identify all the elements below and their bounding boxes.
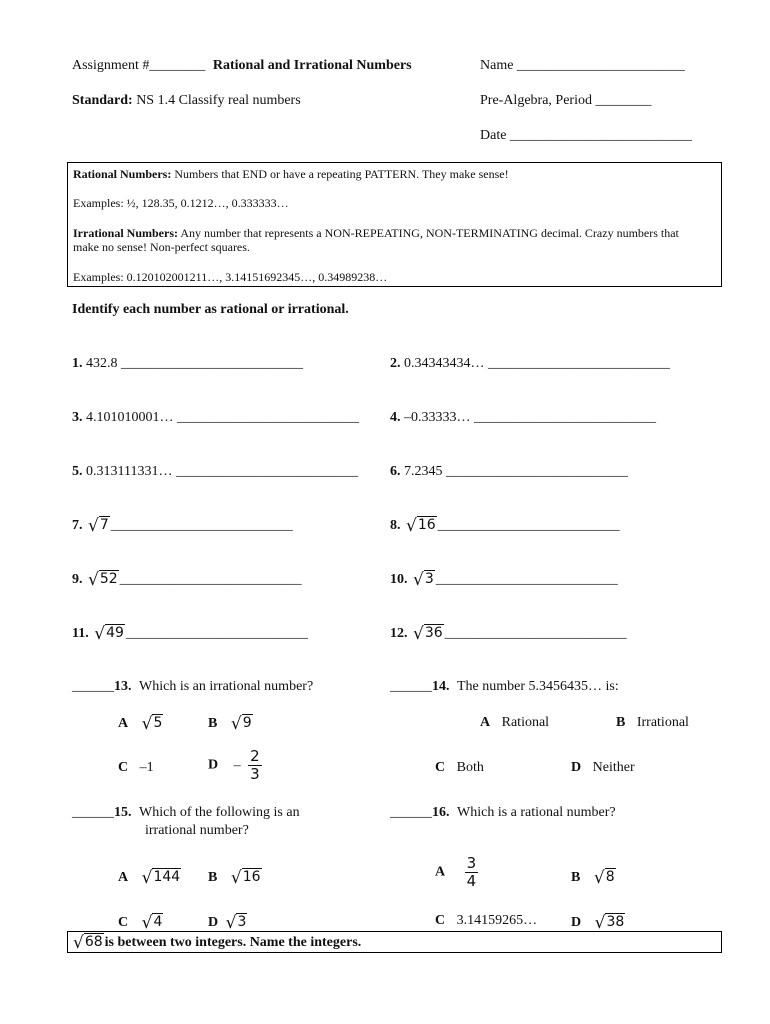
fraction: $\frac{3}{4}$: [466, 854, 477, 890]
q16-choice-c: C 3.14159265…: [435, 913, 538, 928]
square-root: √144: [141, 868, 181, 888]
worksheet-title: Rational and Irrational Numbers: [212, 58, 412, 73]
instructions: Identify each number as rational or irrational.: [72, 302, 349, 317]
square-root: √4: [141, 913, 163, 933]
square-root: √5: [141, 714, 163, 734]
square-root: √36: [413, 624, 443, 644]
question-15-continued: irrational number?: [145, 823, 249, 838]
answer-blank: __________________________: [121, 356, 303, 371]
answer-blank: __________________________: [177, 410, 359, 425]
square-root: √49: [94, 624, 124, 644]
problem-8: 8. √16 __________________________: [390, 516, 620, 536]
answer-blank: ______: [72, 805, 114, 820]
answer-blank: __________________________: [175, 464, 358, 479]
problem-5: 5. 0.313111331… __________________________: [72, 464, 358, 479]
problem-6: 6. 7.2345 __________________________: [390, 464, 628, 479]
q13-choice-a: A √5: [118, 714, 163, 734]
square-root: √16: [406, 516, 436, 536]
q16-choice-a: A $\frac{3}{4}$: [435, 854, 477, 890]
answer-blank: ______: [72, 679, 114, 694]
square-root: √9: [230, 714, 252, 734]
square-root: √3: [413, 570, 434, 590]
square-root: √68: [73, 933, 103, 953]
q14-choice-d: D Neither: [571, 760, 635, 775]
answer-blank: __________________________: [474, 410, 656, 425]
rational-examples: Examples: ½, 128.35, 0.1212…, 0.333333…: [73, 196, 289, 210]
irrational-text: Any number that represents a NON-REPEATING, NON-TERMINATING decimal. Crazy numbers that: [180, 226, 679, 240]
answer-blank: __________________________: [119, 572, 302, 587]
q13-choice-b: B √9: [208, 714, 252, 734]
fraction: $\frac{2}{3}$: [250, 747, 260, 783]
definitions-box: [67, 162, 722, 287]
square-root: √7: [88, 516, 109, 536]
problem-7: 7. √7 __________________________: [72, 516, 293, 536]
answer-blank: __________________________: [488, 356, 670, 371]
q16-choice-d: D √38: [571, 913, 625, 933]
irrational-text-continued: make no sense! Non-perfect squares.: [73, 240, 250, 254]
problem-2: 2. 0.34343434… __________________________: [390, 356, 670, 371]
irrational-examples: Examples: 0.120102001211…, 3.14151692345…, 0.34989238…: [73, 270, 388, 284]
name-field: Name ________________________: [480, 58, 685, 73]
answer-blank: __________________________: [437, 518, 620, 533]
q13-choice-c: C –1: [118, 760, 154, 775]
standard-label: Standard:: [72, 93, 133, 108]
irrational-label: Irrational Numbers:: [73, 226, 178, 240]
problem-4: 4. –0.33333… __________________________: [390, 410, 656, 425]
standard-text: NS 1.4 Classify real numbers: [136, 93, 301, 108]
period-field: Pre-Algebra, Period ________: [480, 93, 652, 108]
square-root: √8: [593, 868, 615, 888]
rational-text: Numbers that END or have a repeating PATTERN. They make sense!: [174, 167, 509, 181]
rational-definition: [73, 167, 509, 182]
square-root: √16: [230, 868, 261, 888]
problem-1: 1. 432.8 __________________________: [72, 356, 303, 371]
problem-3: 3. 4.101010001… __________________________: [72, 410, 359, 425]
standard-line: [72, 93, 301, 109]
q15-choice-c: C √4: [118, 913, 163, 933]
q14-choice-b: B Irrational: [616, 715, 689, 730]
square-root: √52: [88, 570, 118, 590]
assignment-number: Assignment #________: [72, 58, 206, 73]
question-14: ______14. The number 5.3456435… is:: [390, 679, 619, 694]
problem-10: 10. √3 __________________________: [390, 570, 618, 590]
answer-blank: __________________________: [446, 464, 628, 479]
q15-choice-a: A √144: [118, 868, 181, 888]
q16-choice-b: B √8: [571, 868, 615, 888]
question-13: ______13. Which is an irrational number?: [72, 679, 314, 694]
q13-choice-d: D – $\frac{2}{3}$: [208, 747, 260, 783]
answer-blank: ______: [390, 805, 432, 820]
problem-12: 12. √36 __________________________: [390, 624, 627, 644]
square-root: √38: [594, 913, 625, 933]
q14-choice-a: A Rational: [480, 715, 550, 730]
estimate-box: [67, 931, 722, 953]
problem-11: 11. √49 __________________________: [72, 624, 308, 644]
problem-9: 9. √52 __________________________: [72, 570, 302, 590]
answer-blank: __________________________: [435, 572, 618, 587]
answer-blank: __________________________: [125, 626, 308, 641]
q15-choice-d: D √3: [208, 913, 247, 933]
q15-choice-b: B √16: [208, 868, 261, 888]
square-root: √3: [225, 913, 247, 933]
question-16: ______16. Which is a rational number?: [390, 805, 616, 820]
irrational-definition: [73, 226, 679, 241]
date-field: Date __________________________: [480, 128, 692, 143]
answer-blank: __________________________: [444, 626, 627, 641]
rational-label: Rational Numbers:: [73, 167, 172, 181]
answer-blank: __________________________: [110, 518, 293, 533]
assignment-line: [72, 58, 412, 74]
question-15: ______15. Which of the following is an: [72, 805, 300, 820]
q14-choice-c: C Both: [435, 760, 484, 775]
answer-blank: ______: [390, 679, 432, 694]
estimate-question: √68 is between two integers. Name the integers.: [73, 933, 362, 953]
